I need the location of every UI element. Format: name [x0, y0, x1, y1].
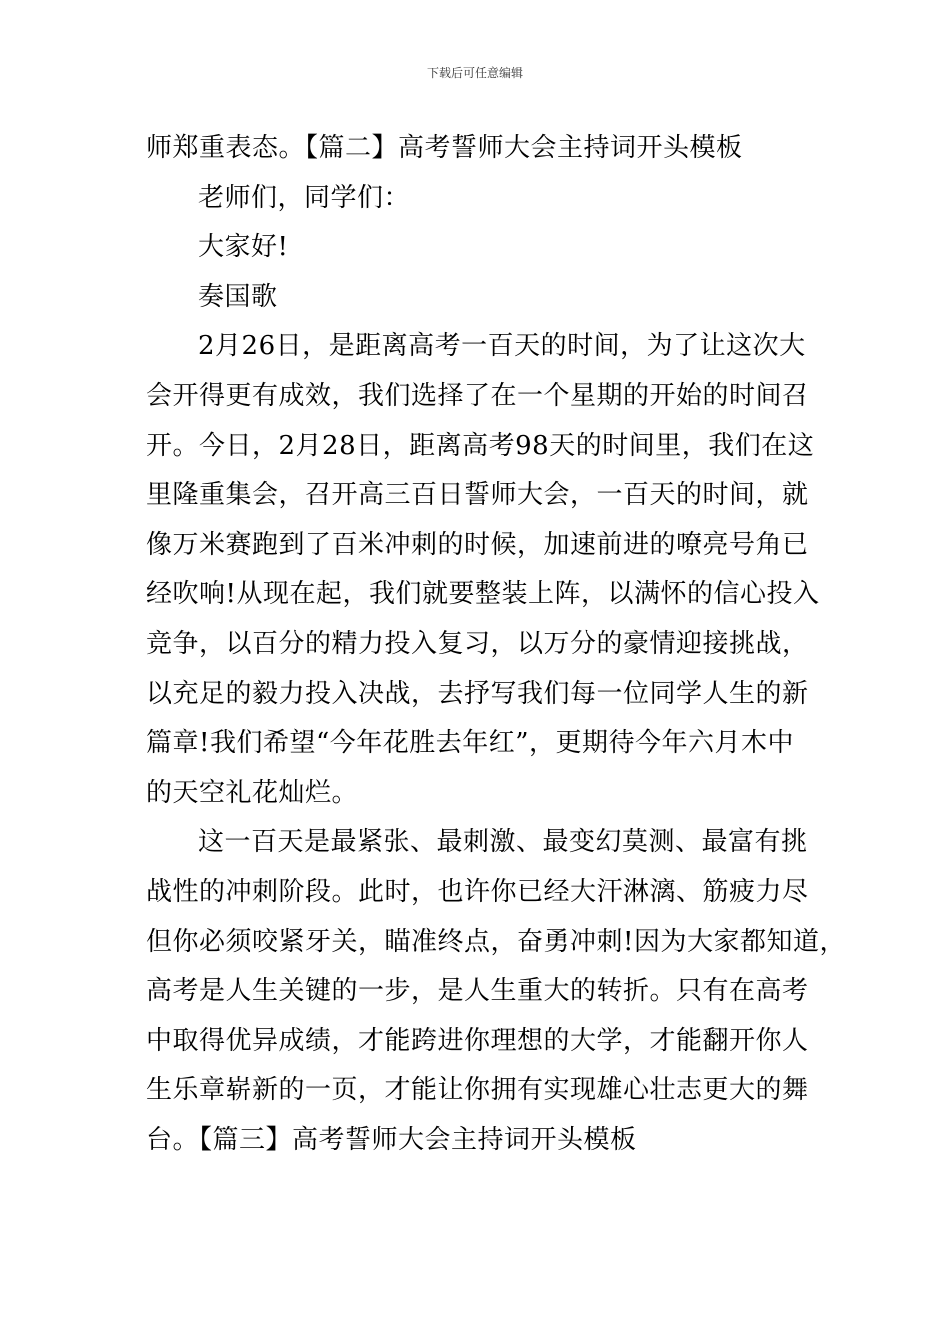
text-line: 像万米赛跑到了百米冲刺的时候，加速前进的嘹亮号角已	[146, 529, 809, 560]
text-line: 竞争，以百分的精力投入复习，以万分的豪情迎接挑战，	[146, 628, 809, 659]
text-line: 大家好!	[198, 232, 289, 263]
text-line: 生乐章崭新的一页，才能让你拥有实现雄心壮志更大的舞	[146, 1075, 809, 1106]
text-line: 老师们，同学们：	[198, 182, 411, 213]
text-line: 2月26日，是距离高考一百天的时间，为了让这次大	[198, 331, 806, 362]
page-header: 下载后可任意编辑	[426, 66, 523, 80]
text-line: 以充足的毅力投入决战，去抒写我们每一位同学人生的新	[146, 678, 809, 709]
text-line: 台。【篇三】高考誓师大会主持词开头模板	[146, 1124, 637, 1155]
text-line: 开。今日，2月28日，距离高考98天的时间里，我们在这	[146, 430, 815, 461]
text-line: 篇章!我们希望“今年花胜去年红”，更期待今年六月木中	[146, 728, 795, 759]
text-line: 奏国歌	[198, 281, 278, 312]
text-line: 这一百天是最紧张、最刺激、最变幻莫测、最富有挑	[198, 827, 808, 858]
text-line: 中取得优异成绩，才能跨进你理想的大学，才能翻开你人	[146, 1025, 809, 1056]
document-body	[146, 124, 846, 1165]
text-line: 高考是人生关键的一步，是人生重大的转折。只有在高考	[146, 976, 809, 1007]
text-line: 的天空礼花灿烂。	[146, 777, 359, 808]
text-line: 会开得更有成效，我们选择了在一个星期的开始的时间召	[146, 380, 809, 411]
text-line: 但你必须咬紧牙关，瞄准终点，奋勇冲刺!因为大家都知道，	[146, 926, 846, 957]
text-line: 师郑重表态。【篇二】高考誓师大会主持词开头模板	[146, 133, 743, 163]
text-line: 战性的冲刺阶段。此时，也许你已经大汗淋漓、筋疲力尽	[146, 876, 809, 907]
text-line: 里隆重集会，召开高三百日誓师大会，一百天的时间，就	[146, 480, 809, 511]
text-line: 经吹响!从现在起，我们就要整装上阵，以满怀的信心投入	[146, 579, 820, 610]
